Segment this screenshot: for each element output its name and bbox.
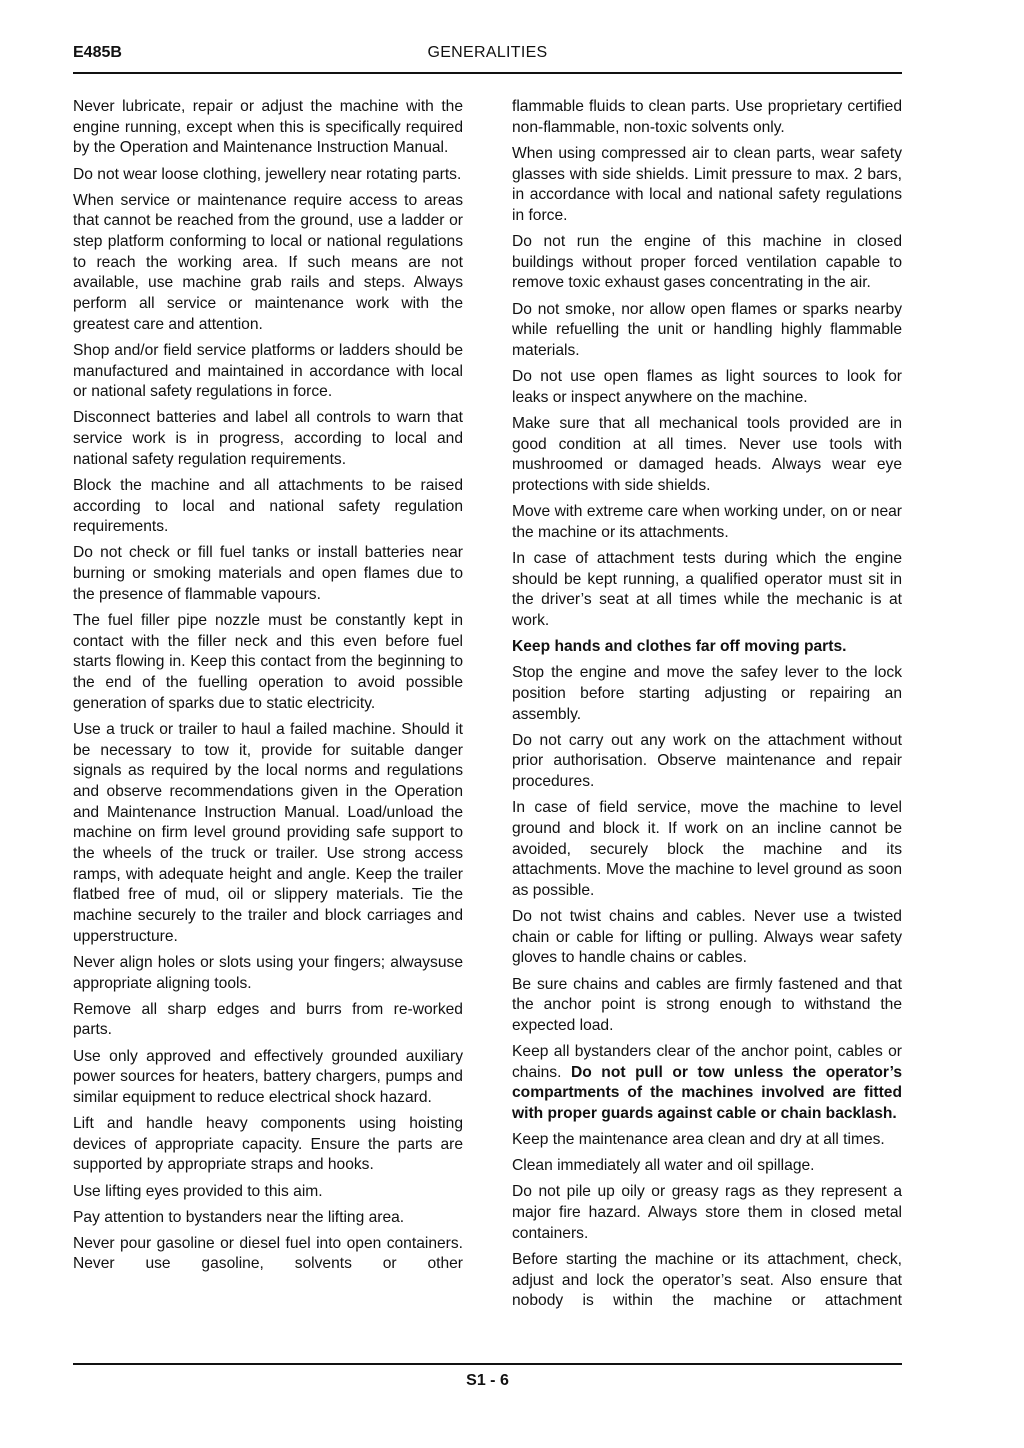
- model-code: E485B: [73, 44, 122, 61]
- paragraph: Block the machine and all attachments to be raised according to local and national safety regulation requirements.: [73, 476, 463, 536]
- paragraph: When service or maintenance require access to areas that cannot be reached from the ground, use a ladder or step platform conforming to local or national regulations to reach the working area. If such means are not available, use machine grab rails and steps. Always perform all service or maintenance work with the greatest care and attention.: [73, 191, 463, 333]
- paragraph-bold-part: Do not pull or tow unless the operator’s compartments of the machines involved are fitted with proper guards against cable or chain backlash.: [512, 1063, 902, 1123]
- paragraph: Shop and/or field service platforms or ladders should be manufactured and maintained in accordance with local or national safety regulations in force.: [73, 341, 463, 401]
- paragraph: Use lifting eyes provided to this aim.: [73, 1182, 323, 1200]
- footer-rule: [73, 1363, 902, 1365]
- paragraph: Never align holes or slots using your fingers; alwaysuse appropriate aligning tools.: [73, 953, 463, 992]
- paragraph-continuation: flammable fluids to clean parts. Use proprietary certified non-flammable, non-toxic solvents only.: [512, 98, 902, 136]
- right-column: [512, 97, 902, 1317]
- paragraph-continued: Before starting the machine or its attachment, check, adjust and lock the operator’s seat. Also ensure that nobody is within the machine or attachment: [512, 1250, 902, 1310]
- paragraph: When using compressed air to clean parts, wear safety glasses with side shields. Limit pressure to max. 2 bars, in accordance with local and national safety regulations in force.: [512, 144, 902, 224]
- paragraph: The fuel filler pipe nozzle must be constantly kept in contact with the filler neck and this even before fuel starts flowing in. Keep this contact from the beginning to the end of the fuelling operation to avoid possible generation of sparks due to static electricity.: [73, 611, 463, 712]
- bold-warning: Keep hands and clothes far off moving parts.: [512, 638, 847, 655]
- paragraph: Clean immediately all water and oil spillage.: [512, 1157, 815, 1175]
- paragraph: Never lubricate, repair or adjust the machine with the engine running, except when this is specifically required by the Operation and Maintenance Instruction Manual.: [73, 98, 463, 157]
- paragraph: Do not wear loose clothing, jewellery near rotating parts.: [73, 165, 462, 183]
- header-rule: [73, 72, 902, 74]
- paragraph: Do not use open flames as light sources to look for leaks or inspect anywhere on the machine.: [512, 368, 902, 406]
- paragraph-normal-part: Keep all bystanders clear of the anchor point, cables or chains.: [512, 1043, 902, 1081]
- section-title: GENERALITIES: [427, 44, 548, 61]
- paragraph: Move with extreme care when working under, on or near the machine or its attachments.: [512, 503, 902, 541]
- paragraph: Make sure that all mechanical tools provided are in good condition at all times. Never use tools with mushroomed or damaged heads. Always wear eye protections with side shields.: [512, 414, 902, 494]
- paragraph: Stop the engine and move the safey lever to the lock position before starting adjusting or repairing an assembly.: [512, 664, 902, 723]
- paragraph: In case of field service, move the machine to level ground and block it. If work on an incline cannot be avoided, securely block the machine and its attachments. Move the machine to level ground as soon as possible.: [512, 799, 902, 899]
- paragraph: Do not twist chains and cables. Never use a twisted chain or cable for lifting or pulling. Always wear safety gloves to handle chains or cables.: [512, 908, 902, 967]
- paragraph-continued: Never pour gasoline or diesel fuel into open containers. Never use gasoline, solvents or other: [73, 1234, 463, 1273]
- paragraph: Do not carry out any work on the attachment without prior authorisation. Observe maintenance and repair procedures.: [512, 731, 902, 790]
- paragraph: Pay attention to bystanders near the lifting area.: [73, 1208, 405, 1226]
- paragraph: Lift and handle heavy components using hoisting devices of appropriate capacity. Ensure the parts are supported by appropriate straps and hooks.: [73, 1115, 463, 1174]
- left-column: [73, 97, 463, 1281]
- paragraph-mixed: [512, 1042, 902, 1125]
- paragraph: Disconnect batteries and label all controls to warn that service work is in progress, according to local and national safety regulation requirements.: [73, 409, 463, 468]
- paragraph: Keep the maintenance area clean and dry at all times.: [512, 1131, 885, 1149]
- paragraph: Be sure chains and cables are firmly fastened and that the anchor point is strong enough to withstand the expected load.: [512, 975, 902, 1034]
- paragraph: Remove all sharp edges and burrs from re-worked parts.: [73, 1000, 463, 1039]
- paragraph: Use a truck or trailer to haul a failed machine. Should it be necessary to tow it, provide for suitable danger signals as required by the local norms and regulations and observe recommendations given in the Operation and Maintenance Instruction Manual. Load/unload the machine on firm level ground providing safe support to the wheels of the truck or trailer. Use strong access ramps, with adequate height and angle. Keep the trailer flatbed free of mud, oil or slippery materials. Tie the machine securely to the trailer and block carriages and upperstructure.: [73, 720, 463, 945]
- page-header: [73, 44, 902, 66]
- paragraph: Use only approved and effectively grounded auxiliary power sources for heaters, battery chargers, pumps and similar equipment to reduce electrical shock hazard.: [73, 1047, 463, 1106]
- paragraph: Do not smoke, nor allow open flames or sparks nearby while refuelling the unit or handling highly flammable materials.: [512, 300, 902, 359]
- paragraph: In case of attachment tests during which the engine should be kept running, a qualified operator must sit in the driver’s seat at all times while the mechanic is at work.: [512, 549, 902, 629]
- paragraph: Do not check or fill fuel tanks or install batteries near burning or smoking materials and open flames due to the presence of flammable vapours.: [73, 544, 463, 603]
- paragraph: Do not pile up oily or greasy rags as they represent a major fire hazard. Always store them in closed metal containers.: [512, 1183, 902, 1242]
- page-number: S1 - 6: [466, 1372, 509, 1389]
- paragraph: Do not run the engine of this machine in closed buildings without proper forced ventilation capable to remove toxic exhaust gases concentrating in the air.: [512, 233, 902, 292]
